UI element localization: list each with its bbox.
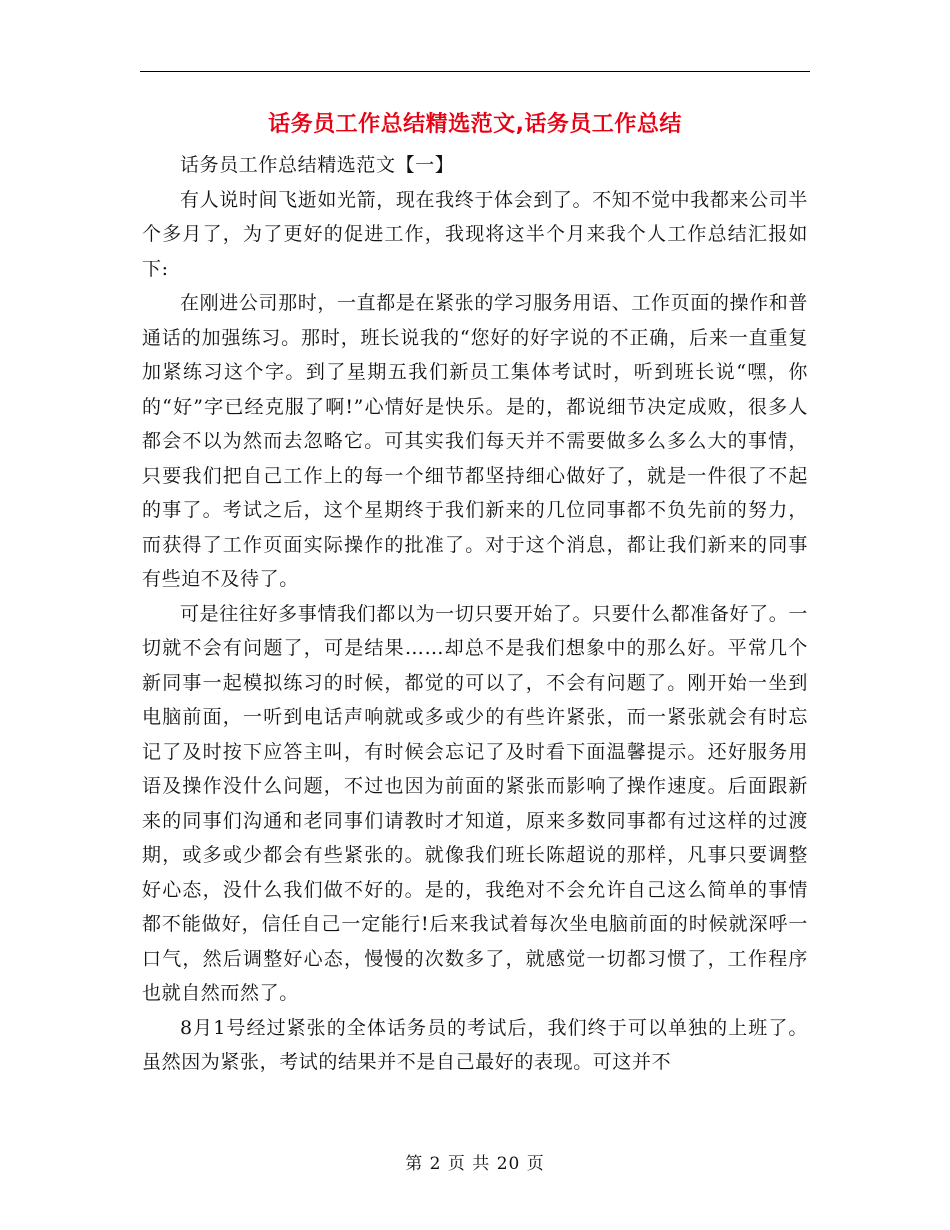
paragraph: 可是往往好多事情我们都以为一切只要开始了。只要什么都准备好了。一切就不会有问题了，可是结果……却总不是我们想象中的那么好。平常几个新同事一起模拟练习的时候，都觉的可以了，不会有问题了。刚开始一坐到电脑前面，一听到电话声响就或多或少的有些许紧张，而一紧张就会有时忘记了及时按下应答主叫，有时候会忘记了及时看下面温馨提示。还好服务用语及操作没什么问题，不过也因为前面的紧张而影响了操作速度。后面跟新来的同事们沟通和老同事们请教时才知道，原来多数同事都有过这样的过渡期，或多或少都会有些紧张的。就像我们班长陈超说的那样，凡事只要调整好心态，没什么我们做不好的。是的，我绝对不会允许自己这么简单的事情都不能做好，信任自己一定能行!后来我试着每次坐电脑前面的时候就深呼一口气，然后调整好心态，慢慢的次数多了，就感觉一切都习惯了，工作程序也就自然而然了。 — [142, 602, 808, 1004]
paragraph-heading: 话务员工作总结精选范文【一】 — [180, 154, 455, 176]
paragraph: 8月1号经过紧张的全体话务员的考试后，我们终于可以单独的上班了。虽然因为紧张，考试的结果并不是自己最好的表现。可这并不 — [142, 1016, 808, 1073]
document-title: 话务员工作总结精选范文,话务员工作总结 — [268, 112, 682, 137]
paragraph: 有人说时间飞逝如光箭，现在我终于体会到了。不知不觉中我都来公司半个多月了，为了更好的促进工作，我现将这半个月来我个人工作总结汇报如下: — [142, 188, 808, 280]
document-body — [142, 148, 808, 1080]
page-number: 第 2 页 共 20 页 — [405, 1154, 545, 1174]
header-rule — [140, 71, 810, 72]
paragraph: 在刚进公司那时，一直都是在紧张的学习服务用语、工作页面的操作和普通话的加强练习。那时，班长说我的“您好的好字说的不正确，后来一直重复加紧练习这个字。到了星期五我们新员工集体考试时，听到班长说“嘿，你的“好”字已经克服了啊!”心情好是快乐。是的，都说细节决定成败，很多人都会不以为然而去忽略它。可其实我们每天并不需要做多么多么大的事情，只要我们把自己工作上的每一个细节都坚持细心做好了，就是一件很了不起的事了。考试之后，这个星期终于我们新来的几位同事都不负先前的努力，而获得了工作页面实际操作的批准了。对于这个消息，都让我们新来的同事有些迫不及待了。 — [142, 292, 808, 590]
